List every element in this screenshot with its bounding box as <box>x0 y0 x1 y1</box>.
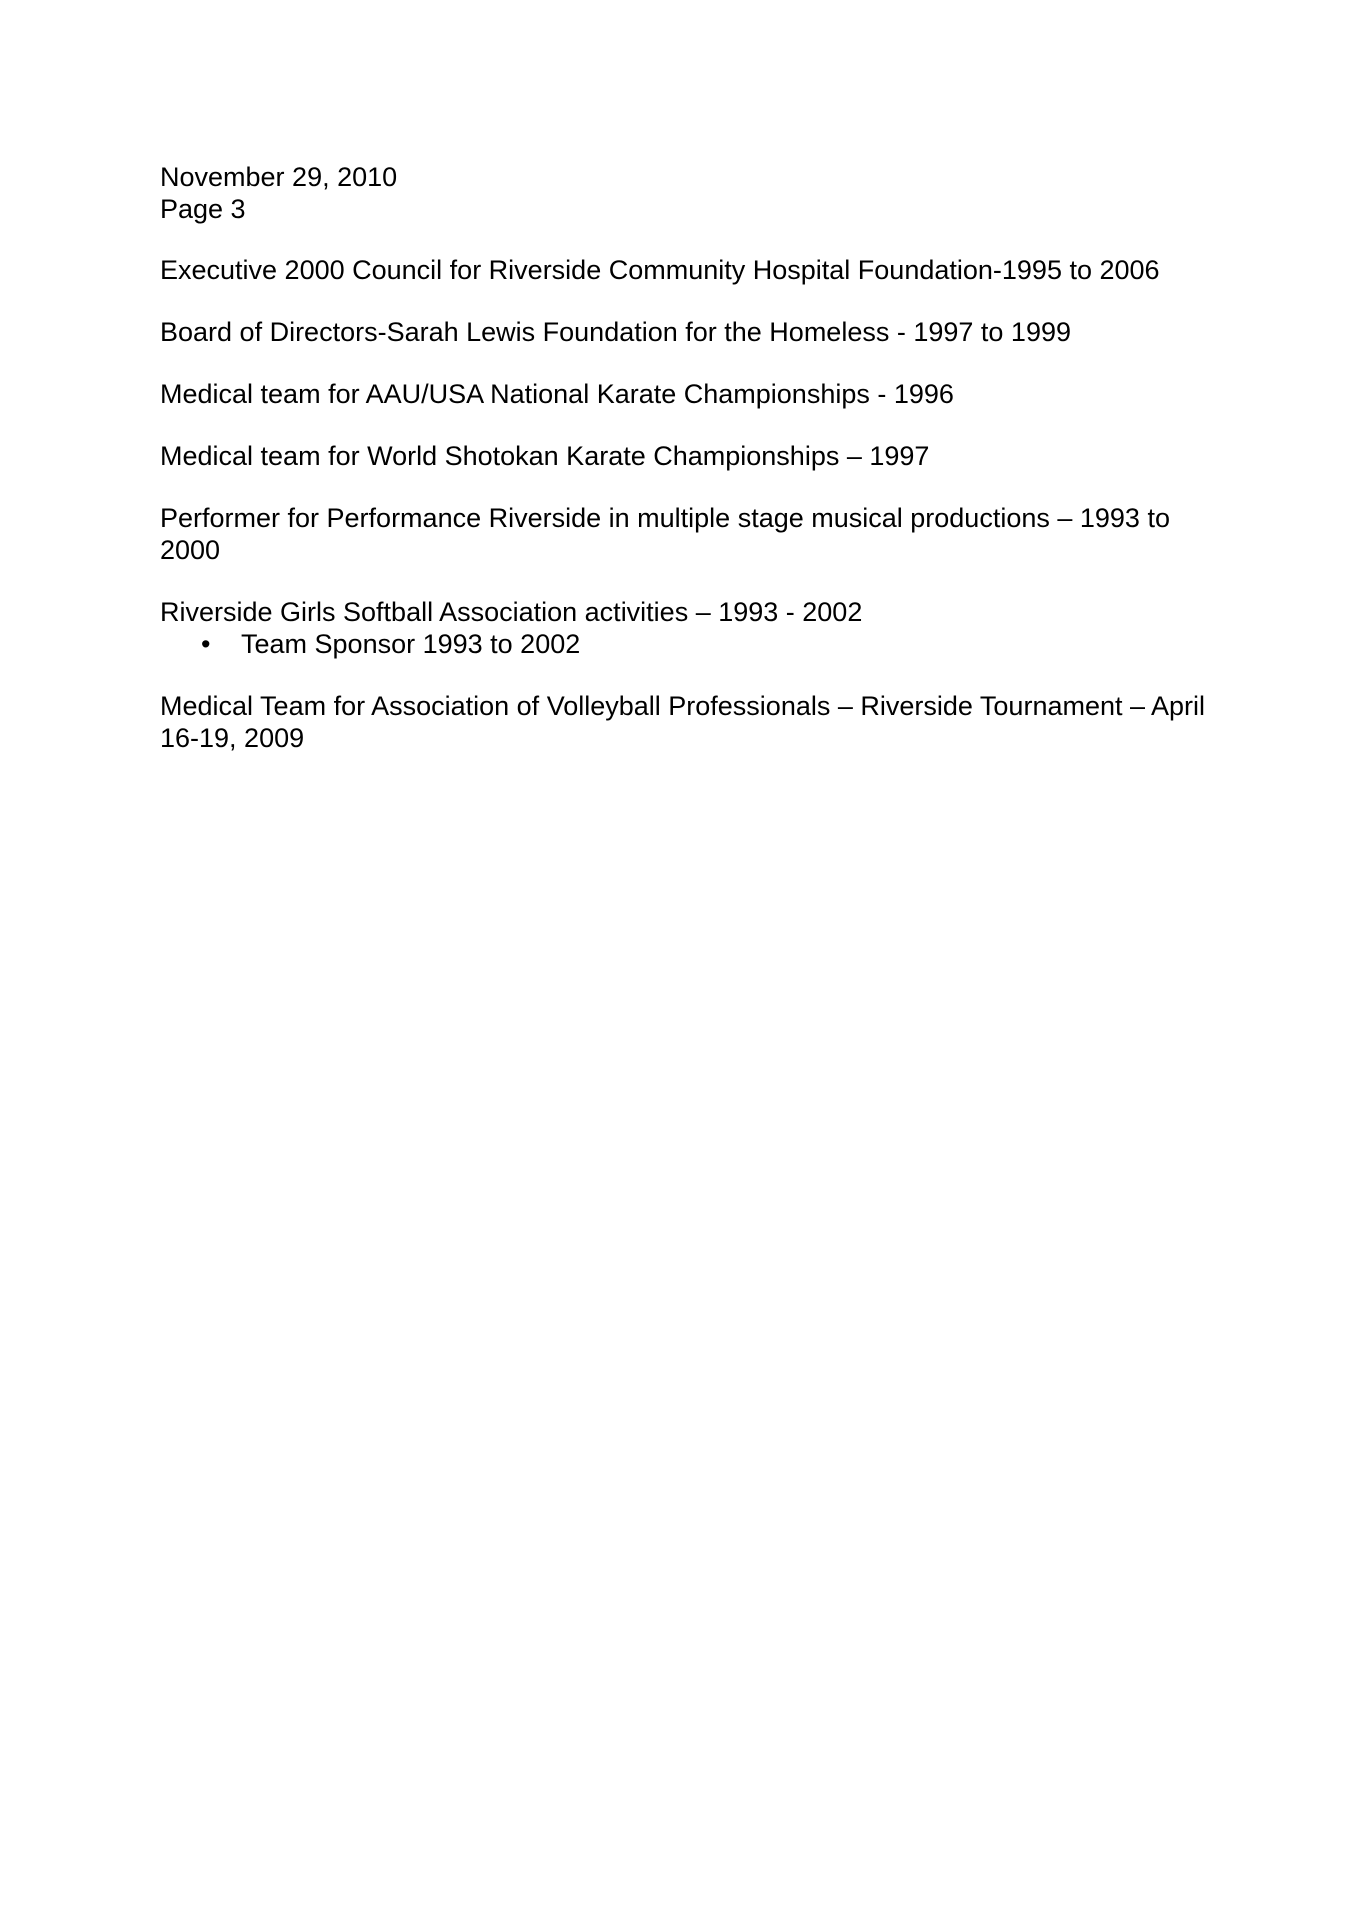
activity-text: Board of Directors-Sarah Lewis Foundation for the Homeless - 1997 to 1999 <box>160 317 1071 347</box>
activity-entry <box>160 316 1220 348</box>
activity-entry <box>160 378 1220 410</box>
activity-list <box>160 254 1220 784</box>
page-number: Page 3 <box>160 194 246 224</box>
activity-entry <box>160 254 1220 286</box>
letter-date: November 29, 2010 <box>160 162 398 192</box>
activity-text: Performer for Performance Riverside in multiple stage musical productions – 1993 to 2000 <box>160 503 1170 565</box>
bullet-icon: • <box>201 629 211 659</box>
activity-text: Medical team for AAU/USA National Karate Championships - 1996 <box>160 379 954 409</box>
activity-text: Executive 2000 Council for Riverside Community Hospital Foundation-1995 to 2006 <box>160 255 1160 285</box>
activity-text: Medical team for World Shotokan Karate Championships – 1997 <box>160 441 930 471</box>
activity-entry <box>160 440 1220 472</box>
activity-text: Riverside Girls Softball Association activities – 1993 - 2002 <box>160 597 863 627</box>
letter-header <box>160 161 1220 225</box>
list-item <box>160 628 1220 660</box>
activity-sublist <box>160 628 1220 660</box>
list-item-text: Team Sponsor 1993 to 2002 <box>241 629 581 659</box>
activity-entry <box>160 502 1220 566</box>
activity-text: Medical Team for Association of Volleyball Professionals – Riverside Tournament – April 16-19, 2009 <box>160 691 1206 753</box>
activity-entry <box>160 690 1220 754</box>
activity-entry <box>160 596 1220 660</box>
